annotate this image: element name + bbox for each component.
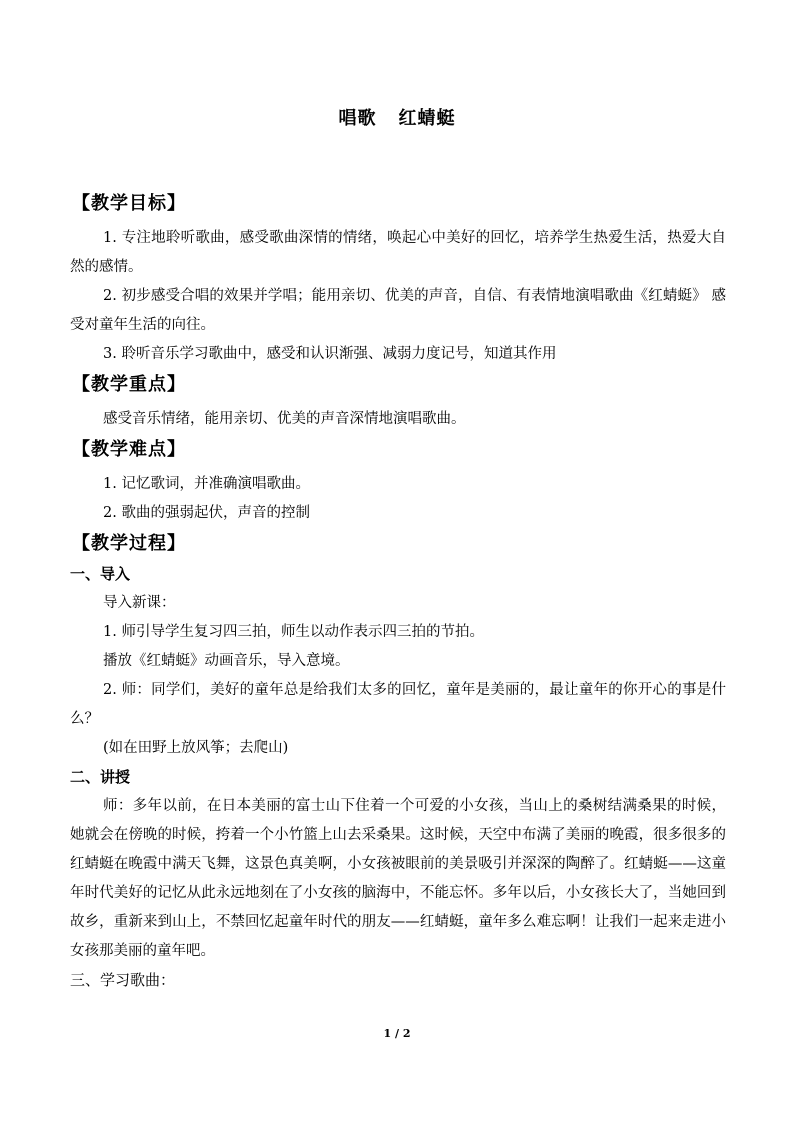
title-right: 红蜻蜓	[398, 108, 456, 129]
document-body	[70, 188, 726, 995]
section-heading-key-points: 【教学重点】	[72, 374, 186, 395]
subheading-learn: 三、学习歌曲：	[70, 971, 176, 989]
difficulty-item: 1. 记忆歌词，并准确演唱歌曲。	[103, 476, 310, 492]
goal-item: 2. 初步感受合唱的效果并学唱；能用亲切、优美的声音，自信、有表情地演唱歌曲《红蜻蜓》 感受对童年生活的向往。	[70, 288, 726, 333]
intro-line: 导入新课：	[103, 595, 176, 611]
document-title	[0, 104, 794, 130]
section-heading-goals: 【教学目标】	[72, 193, 186, 214]
intro-line: 2. 师：同学们，美好的童年总是给我们太多的回忆，童年是美丽的，最让童年的你开心的事是什么？	[70, 682, 726, 727]
section-heading-process: 【教学过程】	[72, 533, 186, 554]
section-heading-difficulties: 【教学难点】	[72, 439, 186, 460]
page-number: 1 / 2	[383, 1027, 411, 1040]
subheading-intro: 一、导入	[70, 565, 131, 583]
difficulty-item: 2. 歌曲的强弱起伏，声音的控制	[103, 505, 310, 521]
subheading-lecture: 二、讲授	[70, 768, 131, 786]
key-points-text: 感受音乐情绪，能用亲切、优美的声音深情地演唱歌曲。	[103, 411, 466, 427]
intro-line: 播放《红蜻蜓》动画音乐，导入意境。	[103, 653, 350, 669]
intro-line: (如在田野上放风筝；去爬山)	[103, 740, 289, 756]
lecture-text: 师：多年以前，在日本美丽的富士山下住着一个可爱的小女孩，当山上的桑树结满桑果的时候，她就会在傍晚的时候，挎着一个小竹篮上山去采桑果。这时候，天空中布满了美丽的晚霞，很多很多的红蜻蜓在晚霞中满天飞舞，这景色真美啊，小女孩被眼前的美景吸引并深深的陶醉了。红蜻蜓——这童年时代美好的记忆从此永远地刻在了小女孩的脑海中，不能忘怀。多年以后，小女孩长大了，当她回到故乡，重新来到山上，不禁回忆起童年时代的朋友——红蜻蜓，童年多么难忘啊！让我们一起来走进小女孩那美丽的童年吧。	[70, 798, 726, 959]
goal-item: 3. 聆听音乐学习歌曲中，感受和认识渐强、减弱力度记号，知道其作用	[103, 346, 557, 362]
goal-item: 1. 专注地聆听歌曲，感受歌曲深情的情绪，唤起心中美好的回忆，培养学生热爱生活，热爱大自然的感情。	[70, 230, 726, 275]
title-left: 唱歌	[338, 108, 377, 129]
intro-line: 1. 师引导学生复习四三拍，师生以动作表示四三拍的节拍。	[103, 624, 484, 640]
